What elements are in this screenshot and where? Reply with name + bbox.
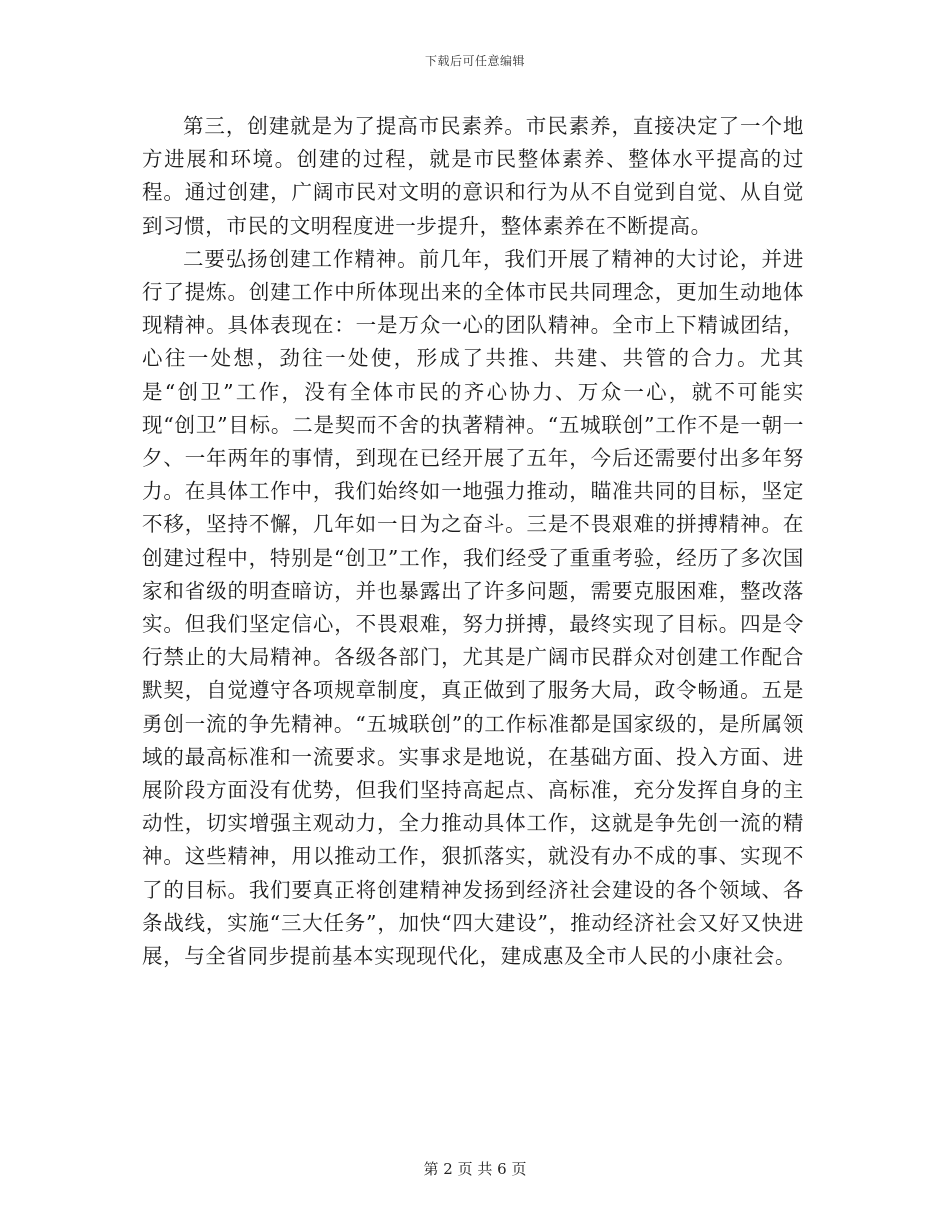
paragraph-2: 二要弘扬创建工作精神。前几年，我们开展了精神的大讨论，并进行了提炼。创建工作中所体现出来的全体市民共同理念，更加生动地体现精神。具体表现在：一是万众一心的团队精神。全市上下精诚团结，心往一处想，劲往一处使，形成了共推、共建、共管的合力。尤其是“创卫”工作，没有全体市民的齐心协力、万众一心，就不可能实现“创卫”目标。二是契而不舍的执著精神。“五城联创”工作不是一朝一夕、一年两年的事情，到现在已经开展了五年，今后还需要付出多年努力。在具体工作中，我们始终如一地强力推动，瞄准共同的目标，坚定不移，坚持不懈，几年如一日为之奋斗。三是不畏艰难的拼搏精神。在创建过程中，特别是“创卫”工作，我们经受了重重考验，经历了多次国家和省级的明查暗访，并也暴露出了许多问题，需要克服困难，整改落实。但我们坚定信心，不畏艰难，努力拼搏，最终实现了目标。四是令行禁止的大局精神。各级各部门，尤其是广阔市民群众对创建工作配合默契，自觉遵守各项规章制度，真正做到了服务大局，政令畅通。五是勇创一流的争先精神。“五城联创”的工作标准都是国家级的，是所属领域的最高标准和一流要求。实事求是地说，在基础方面、投入方面、进展阶段方面没有优势，但我们坚持高起点、高标准，充分发挥自身的主动性，切实增强主观动力，全力推动具体工作，这就是争先创一流的精神。这些精神，用以推动工作，狠抓落实，就没有办不成的事、实现不了的目标。我们要真正将创建精神发扬到经济社会建设的各个领域、各条战线，实施“三大任务”，加快“四大建设”，推动经济社会又好又快进展，与全省同步提前基本实现现代化，建成惠及全市人民的小康社会。: [142, 246, 804, 969]
page-number: 第 2 页 共 6 页: [423, 1160, 527, 1178]
paragraph-1: 第三，创建就是为了提高市民素养。市民素养，直接决定了一个地方进展和环境。创建的过程，就是市民整体素养、整体水平提高的过程。通过创建，广阔市民对文明的意识和行为从不自觉到自觉、从自觉到习惯，市民的文明程度进一步提升，整体素养在不断提高。: [142, 114, 804, 238]
document-body: [142, 110, 804, 973]
page-header: 下载后可任意编辑: [424, 54, 525, 68]
